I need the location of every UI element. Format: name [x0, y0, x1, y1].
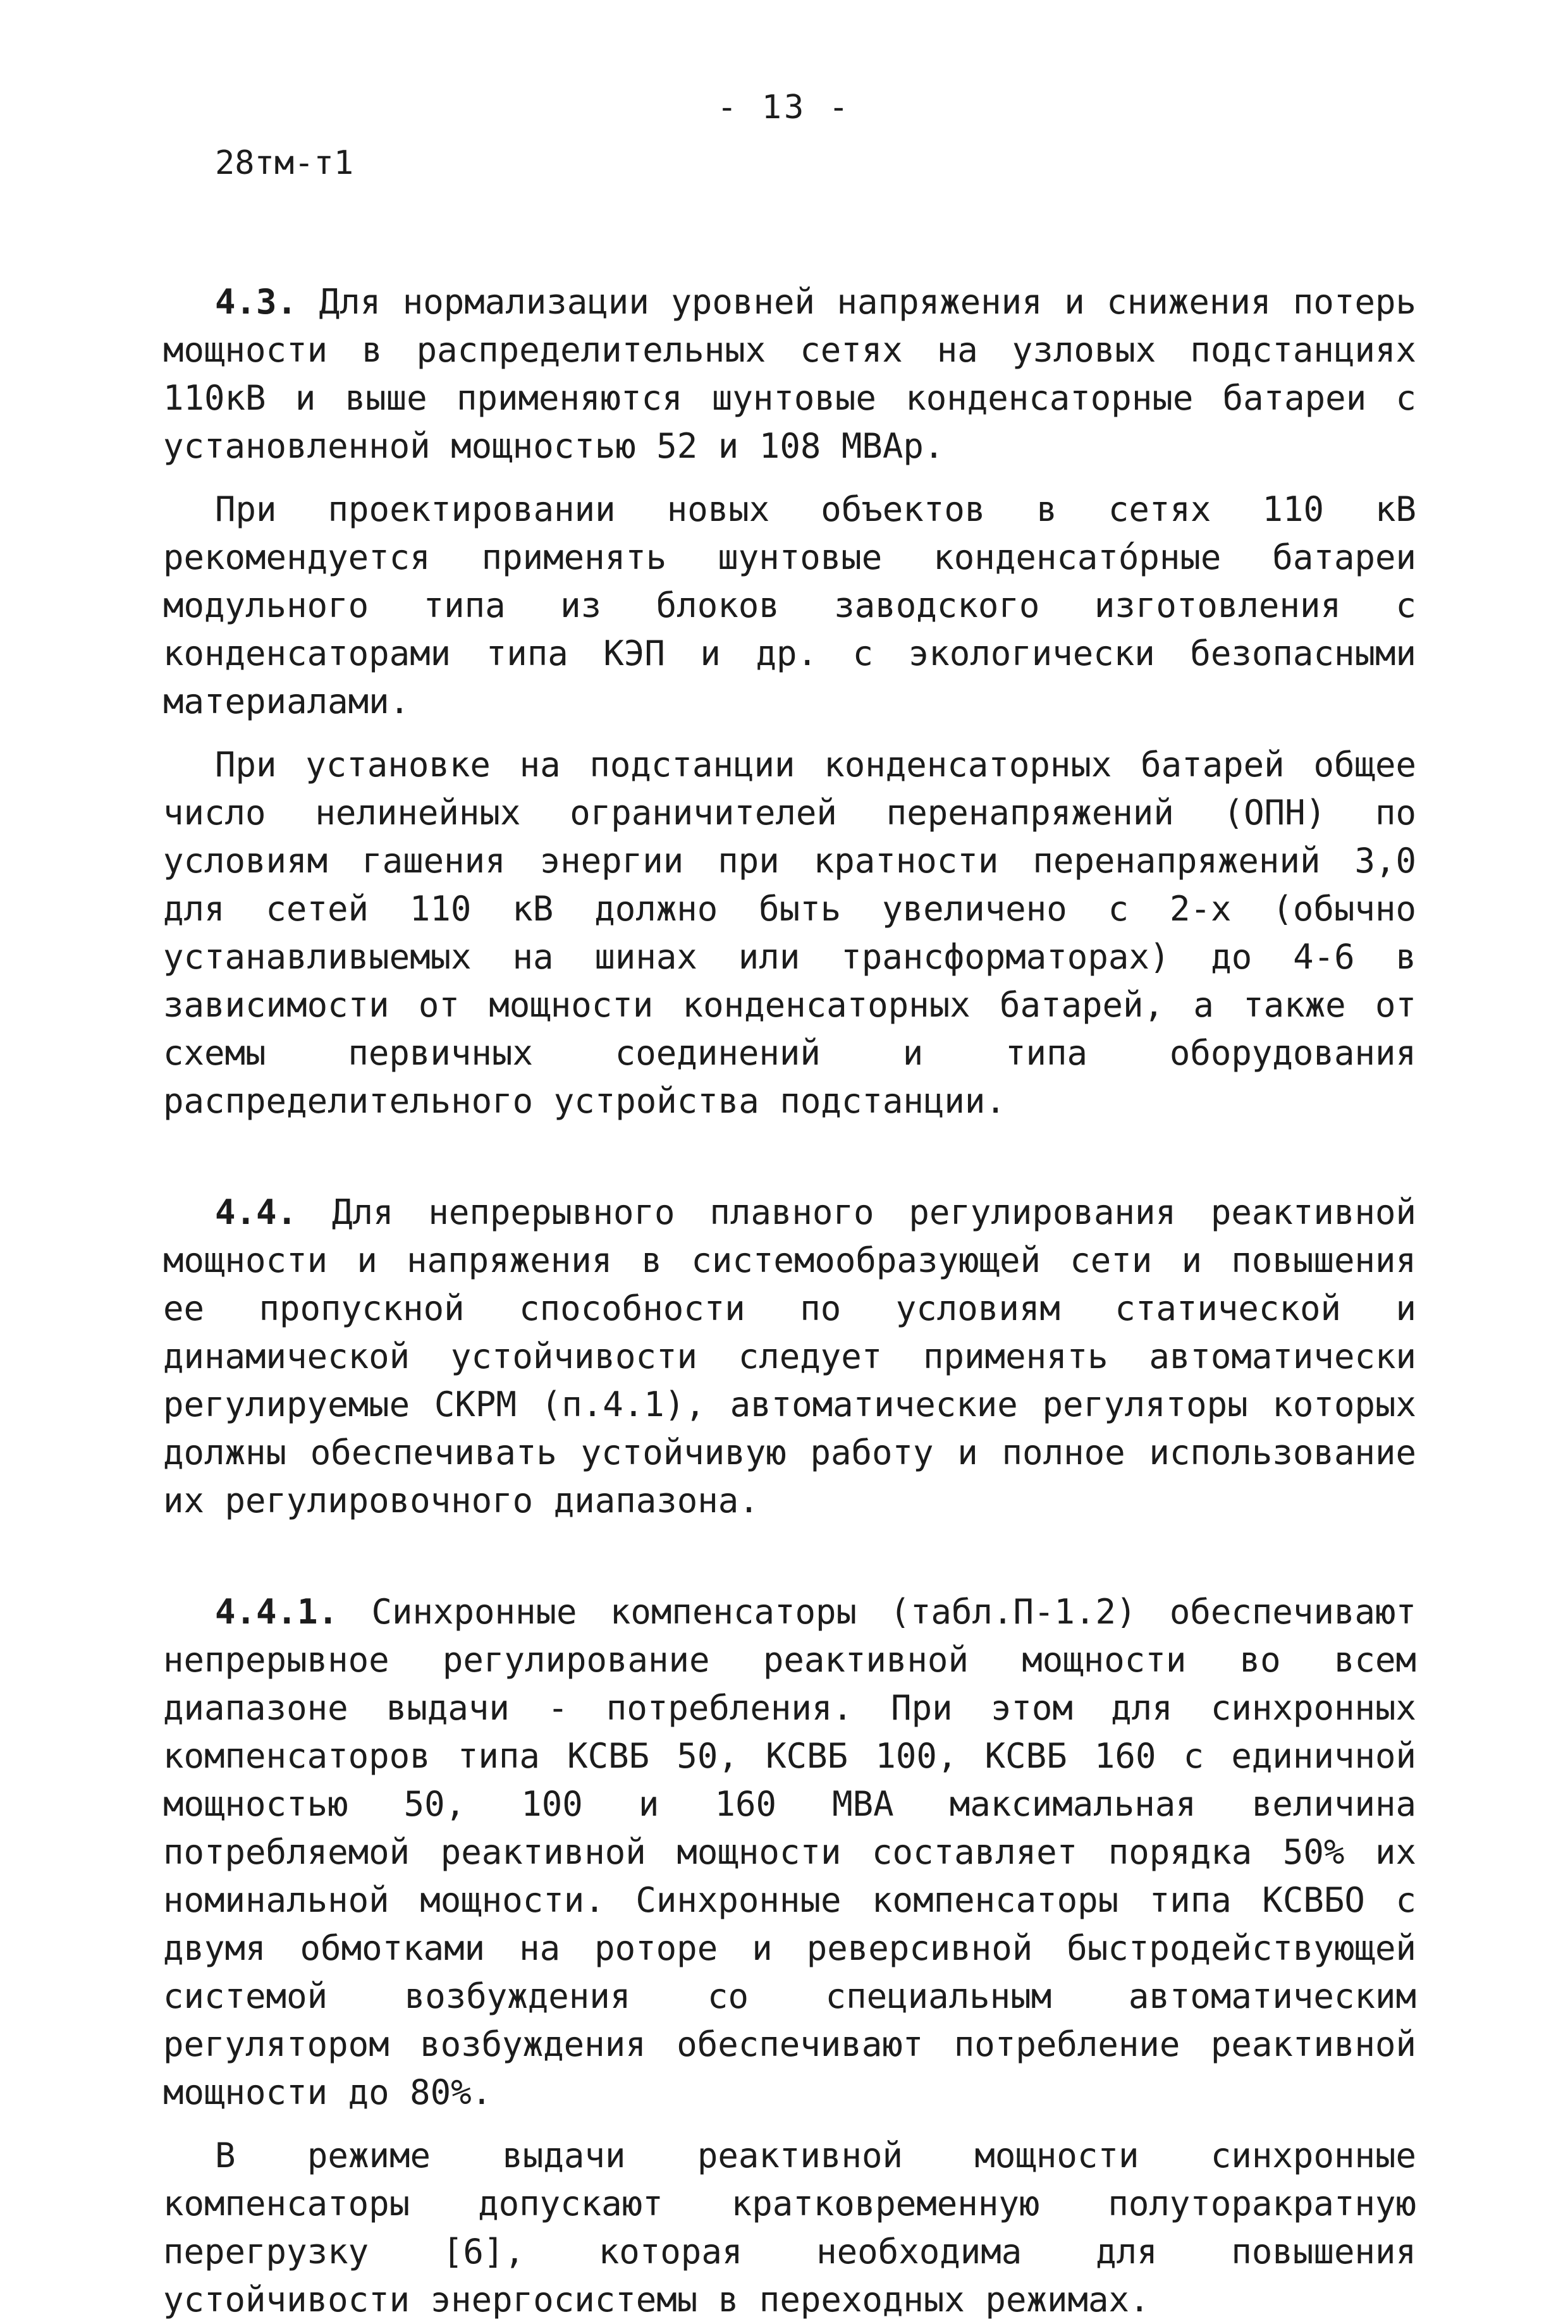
section-number: 4.3. — [215, 282, 298, 322]
section-number: 4.4.1. — [215, 1592, 339, 1632]
page-number: - 13 - — [717, 89, 851, 126]
section-4-3-paragraph — [163, 278, 1416, 470]
paragraph-text: Для нормализации уровней напряжения и снижения потерь мощности в распределительных сетях на узловых подстанциях 110кВ и выше применяются шунтовые конденсаторные батареи с установленной мощностью 52 и 108 МВАр. — [163, 282, 1416, 466]
paragraph: При проектировании новых объектов в сетях 110 кВ рекомендуется применять шунтовые конденсатóрные батареи модульного типа из блоков заводского изготовления с конденсаторами типа КЭП и др. с экологически безопасными материалами. — [163, 489, 1416, 721]
document-code: 28тм-т1 — [215, 144, 354, 182]
section-4-4-1-paragraph — [163, 1588, 1416, 2117]
document-body — [163, 278, 1416, 2324]
paragraph-text: Для непрерывного плавного регулирования реактивной мощности и напряжения в системообразующей сети и повышения ее пропускной способности по условиям статической и динамической устойчивости следует применять автоматически регулируемые СКРМ (п.4.1), автоматические регуляторы которых должны обеспечивать устойчивую работу и полное использование их регулировочного диапазона. — [163, 1192, 1416, 1520]
section-4-4-paragraph — [163, 1189, 1416, 1525]
paragraph-text: Синхронные компенсаторы (табл.П-1.2) обеспечивают непрерывное регулирование реактивной мощности во всем диапазоне выдачи - потребления. При этом для синхронных компенсаторов типа КСВБ 50, КСВБ 100, КСВБ 160 с единичной мощностью 50, 100 и 160 МВА максимальная величина потребляемой реактивной мощности составляет порядка 50% их номинальной мощности. Синхронные компенсаторы типа КСВБО с двумя обмотками на роторе и реверсивной быстродействующей системой возбуждения со специальным автоматическим регулятором возбуждения обеспечивают потребление реактивной мощности до 80%. — [163, 1592, 1416, 2112]
section-number: 4.4. — [215, 1192, 298, 1232]
paragraph: При установке на подстанции конденсаторных батарей общее число нелинейных ограничителей перенапряжений (ОПН) по условиям гашения энергии при кратности перенапряжений 3,0 для сетей 110 кВ должно быть увеличено с 2-х (обычно устанавливыемых на шинах или трансформаторах) до 4-6 в зависимости от мощности конденсаторных батарей, а также от схемы первичных соединений и типа оборудования распределительного устройства подстанции. — [163, 745, 1416, 1121]
paragraph: В режиме выдачи реактивной мощности синхронные компенсаторы допускают кратковременную полуторакратную перегрузку [6], которая необходима для повышения устойчивости энергосистемы в переходных режимах. — [163, 2136, 1416, 2320]
